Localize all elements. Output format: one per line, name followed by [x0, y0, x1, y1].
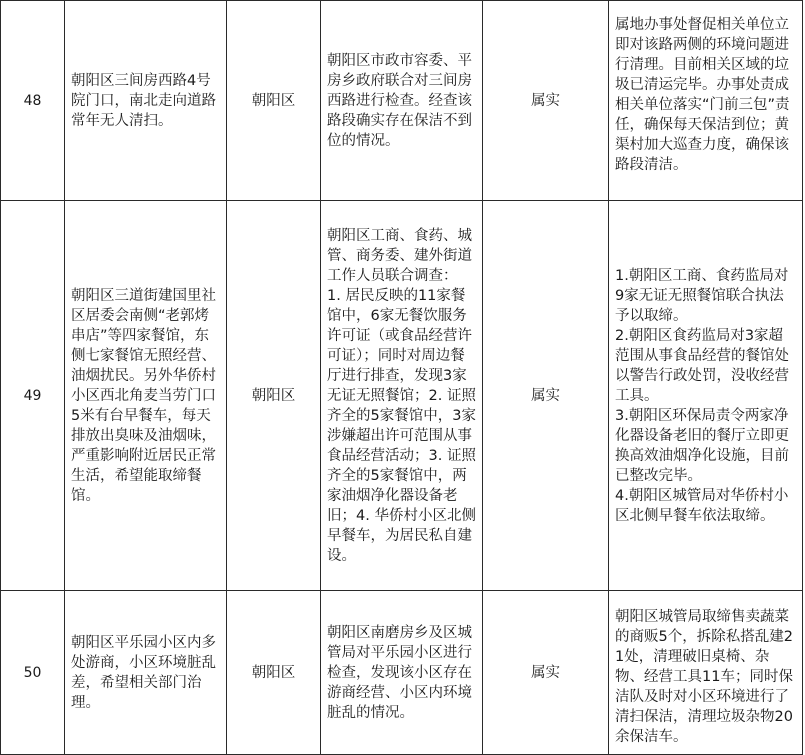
row-number: 49: [1, 201, 65, 591]
issue-text: 朝阳区三道街建国里社区居委会南侧“老郭烤串店”等四家餐馆，东侧七家餐馆无照经营、油烟扰民。另外华侨村小区西北角麦当劳门口5米有台早餐车，每天排放出臭味及油烟味，严重影响附近居民正常生活，希望能取缔餐馆。: [71, 287, 216, 504]
verdict-cell: 属实: [483, 1, 609, 201]
district-cell: 朝阳区: [227, 201, 321, 591]
issue-cell: [65, 591, 227, 755]
table-row: [1, 591, 803, 755]
table-row: [1, 1, 803, 201]
handling-cell: [609, 1, 803, 201]
handling-text: 属地办事处督促相关单位立即对该路两侧的环境问题进行清理。目前相关区域的垃圾已清运完毕。办事处责成相关单位落实“门前三包”责任，确保每天保洁到位；黄渠村加大巡查力度，确保该路段清洁。: [615, 16, 790, 173]
district-cell: 朝阳区: [227, 1, 321, 201]
investigation-text: 朝阳区南磨房乡及区城管局对平乐园小区进行检查，发现该小区存在游商经营、小区内环境脏乱的情况。: [327, 624, 472, 721]
handling-text: 1.朝阳区工商、食药监局对9家无证无照餐馆联合执法予以取缔。 2.朝阳区食药监局对3家超范围从事食品经营的餐馆处以警告行政处罚，没收经营工具。 3.朝阳区环保局责令两家净化器设备老旧的餐厅立即更换高效油烟净化设施，目前已整改完毕。 4.朝阳区城管局对华侨村小区北侧早餐车依法取缔。: [615, 267, 789, 524]
investigation-cell: [321, 1, 483, 201]
issue-text: 朝阳区平乐园小区内多处游商，小区环境脏乱差，希望相关部门治理。: [71, 634, 216, 711]
handling-cell: [609, 201, 803, 591]
district-cell: 朝阳区: [227, 591, 321, 755]
issue-text: 朝阳区三间房西路4号院门口，南北走向道路常年无人清扫。: [71, 72, 216, 129]
issue-cell: [65, 1, 227, 201]
handling-cell: [609, 591, 803, 755]
verdict-cell: 属实: [483, 201, 609, 591]
investigation-cell: [321, 591, 483, 755]
row-number: 48: [1, 1, 65, 201]
verdict-cell: 属实: [483, 591, 609, 755]
investigation-text: 朝阳区工商、食药、城管、商务委、建外街道工作人员联合调查： 1. 居民反映的11家餐馆中，6家无餐饮服务许可证（或食品经营许可证）；同时对周边餐厅进行排查，发现3家无证无照餐馆；2. 证照齐全的5家餐馆中，3家涉嫌超出许可范围从事食品经营活动；3. 证照齐全的5家餐馆中，两家油烟净化器设备老旧；4. 华侨村小区北侧早餐车，为居民私自建设。: [327, 227, 476, 564]
table-row: [1, 201, 803, 591]
investigation-text: 朝阳区市政市容委、平房乡政府联合对三间房西路进行检查。经查该路段确实存在保洁不到位的情况。: [327, 52, 472, 149]
row-number: 50: [1, 591, 65, 755]
handling-text: 朝阳区城管局取缔售卖蔬菜的商贩5个，拆除私搭乱建21处，清理破旧桌椅、杂物、经营工具11车；同时保洁队及时对小区环境进行了清扫保洁，清理垃圾杂物20余保洁车。: [615, 608, 793, 745]
issue-cell: [65, 201, 227, 591]
investigation-cell: [321, 201, 483, 591]
